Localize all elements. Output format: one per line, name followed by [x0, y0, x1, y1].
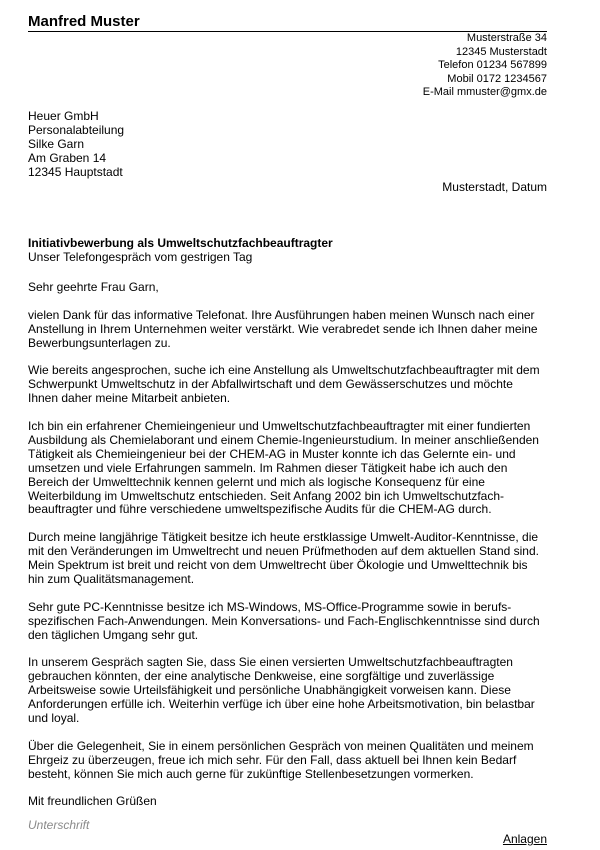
paragraph-line: Anforderungen erfülle ich. Weiterhin verfüge ich über eine hohe Arbeitsmotivation, bin belastbar — [28, 697, 535, 712]
paragraph-line: den täglichen Umgang sehr gut. — [28, 627, 199, 642]
paragraph-line: Ehrgeiz zu überzeugen, freue ich mich sehr. Für den Fall, dass aktuell bei Ihnen kein Bedarf — [28, 752, 517, 767]
recipient-street: Am Graben 14 — [28, 150, 107, 165]
sender-name: Manfred Muster — [28, 13, 140, 30]
paragraph-line: hin zum Qualitätsmanagement. — [28, 571, 195, 586]
subject-subtitle: Unser Telefongespräch vom gestrigen Tag — [28, 250, 253, 264]
sender-phone: Telefon 01234 567899 — [438, 59, 547, 72]
paragraph-line: vielen Dank für das informative Telefonat. Ihre Ausführungen haben meinen Wunsch nach einer — [28, 307, 535, 322]
sender-address — [423, 32, 547, 100]
place-date: Musterstadt, Datum — [442, 180, 547, 194]
paragraph-line: Mein Spektrum ist breit und reicht von dem Umweltrecht über Ökologie und Umwelttechnik bis — [28, 558, 528, 573]
signature: Unterschrift — [28, 818, 90, 832]
paragraph-line: Sehr gute PC-Kenntnisse besitze ich MS-Windows, MS-Office-Programme sowie in berufs- — [28, 599, 512, 614]
paragraph — [28, 420, 550, 517]
paragraph-line: Wie bereits angesprochen, suche ich eine Anstellung als Umweltschutzfachbeauftragter mit dem — [28, 363, 540, 378]
paragraph-line: Ich bin ein erfahrener Chemieingenieur und Umweltschutzfachbeauftragter mit einer fundierten — [28, 419, 531, 434]
paragraph-line: und loyal. — [28, 711, 80, 725]
closing: Mit freundlichen Grüßen — [28, 794, 157, 809]
salutation: Sehr geehrte Frau Garn, — [28, 280, 159, 294]
paragraph-line: Bewerbungsunterlagen zu. — [28, 335, 171, 350]
paragraph-line: Anstellung in Ihrem Unternehmen weiter verstärkt. Wie verabredet sende ich Ihnen daher meine — [28, 321, 538, 336]
paragraph-line: Schwerpunkt Umweltschutz in der Abfallwirtschaft und dem Gewässerschutzes und möchte — [28, 377, 513, 392]
paragraph — [28, 656, 550, 726]
paragraph-line: Ihnen daher meine Mitarbeit anbieten. — [28, 391, 231, 406]
recipient-address — [28, 110, 124, 180]
paragraph-line: Tätigkeit als Chemieingenieur bei der CHEM-AG in Muster konnte ich das Gelernte ein- und — [28, 446, 516, 461]
subject — [28, 236, 333, 264]
paragraph — [28, 601, 550, 643]
paragraph — [28, 309, 550, 351]
paragraph — [28, 364, 550, 406]
paragraph-line: mit den Veränderungen im Umweltrecht und neuen Prüfmethoden auf dem aktuellen Stand sind. — [28, 544, 539, 559]
paragraph-line: In unserem Gespräch sagten Sie, dass Sie einen versierten Umweltschutzfachbeauftragten — [28, 655, 513, 670]
paragraph-line: besteht, können Sie mich auch gerne für zukünftige Stellenbesetzungen vormerken. — [28, 766, 474, 781]
paragraph-line: beauftragter und führe verschiedene umweltspezifische Audits für die CHEM-AG durch. — [28, 502, 492, 517]
attachments-link[interactable]: Anlagen — [502, 832, 547, 846]
paragraph-line: Arbeitsweise sowie Urteilsfähigkeit und persönliche Unabhängigkeit vorweisen kann. Diese — [28, 683, 511, 698]
paragraph-line: Weiterbildung im Umweltschutz entschieden. Seit Anfang 2002 bin ich Umweltschutzfach- — [28, 488, 505, 503]
subject-title: Initiativbewerbung als Umweltschutzfachbeauftragter — [28, 236, 333, 250]
paragraph — [28, 531, 550, 587]
paragraph-line: Über die Gelegenheit, Sie in einem persönlichen Gespräch von meinen Qualitäten und meinem — [28, 738, 534, 753]
paragraph — [28, 740, 550, 782]
paragraph-line: spezifischen Fach-Anwendungen. Mein Konversations- und Fach-Englischkenntnisse sind durch — [28, 613, 540, 628]
sender-email: E-Mail mmuster@gmx.de — [422, 86, 547, 99]
recipient-company: Heuer GmbH — [28, 109, 99, 123]
paragraph-line: gebrauchen könnten, der eine analytische Denkweise, eine sorgfältige und zuverlässige — [28, 669, 495, 684]
recipient-department: Personalabteilung — [28, 122, 125, 137]
sender-city: 12345 Musterstadt — [455, 45, 547, 58]
sender-mobile: Mobil 0172 1234567 — [447, 72, 547, 85]
paragraph-line: Bereich der Umwelttechnik kennen gelernt und mich als logische Konsequenz für eine — [28, 474, 485, 489]
paragraph-line: Ausbildung als Chemielaborant und einem Chemie-Ingenieurstudium. In meiner anschließenden — [28, 432, 539, 447]
paragraph-line: umsetzen und viele Erfahrungen sammeln. Im Rahmen dieser Tätigkeit habe ich auch den — [28, 460, 508, 475]
paragraph-line: Durch meine langjährige Tätigkeit besitze ich heute erstklassige Umwelt-Auditor-Kenntnisse, die — [28, 530, 539, 545]
recipient-city: 12345 Hauptstadt — [28, 164, 123, 179]
recipient-contact: Silke Garn — [28, 136, 85, 151]
sender-street: Musterstraße 34 — [466, 32, 547, 44]
letter-body — [28, 281, 550, 823]
